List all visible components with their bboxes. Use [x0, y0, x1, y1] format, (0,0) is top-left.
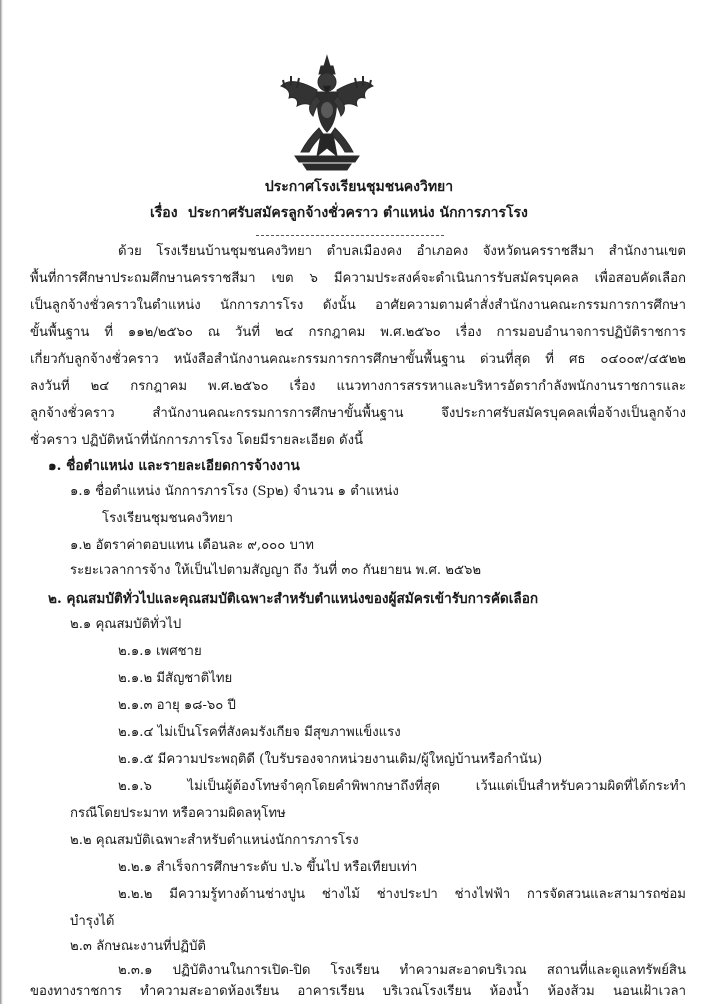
general-item: ๒.๑.๖ ไม่เป็นผู้ต้องโทษจำคุกโดยคำพิพากษาถึงที่สุด เว้นแต่เป็นสำหรับความผิดที่ได้กระทำ: [118, 779, 686, 794]
intro-line: เกี่ยวกับลูกจ้างชั่วคราว หนังสือสำนักงานคณะกรรมการการศึกษาขั้นพื้นฐาน ด่วนที่สุด ที่ ศธ ๐๔๐๐๙/๔๕๒๒: [30, 352, 686, 367]
general-item: ๒.๑.๔ ไม่เป็นโรคที่สังคมรังเกียจ มีสุขภาพแข็งแรง: [118, 725, 401, 740]
general-item: ๒.๑.๑ เพศชาย: [118, 644, 202, 659]
section-2-heading: ๒. คุณสมบัติทั่วไปและคุณสมบัติเฉพาะสำหรับตำแหน่งของผู้สมัครเข้ารับการคัดเลือก: [48, 591, 539, 607]
item-1-1: ๑.๑ ชื่อตำแหน่ง นักการภารโรง (Sp๒) จำนวน ๑ ตำแหน่ง: [70, 484, 399, 499]
intro-line: พื้นที่การศึกษาประถมศึกษานครราชสีมา เขต ๖ มีความประสงค์จะดำเนินการรับสมัครบุคคล เพื่อสอบคัดเลือก: [30, 271, 686, 286]
specific-qualifications-heading: ๒.๒ คุณสมบัติเฉพาะสำหรับตำแหน่งนักการภารโรง: [70, 833, 359, 848]
garuda-emblem-icon: [277, 52, 377, 174]
general-item: ๒.๑.๓ อายุ ๑๘-๖๐ ปี: [118, 698, 236, 713]
work-item-continuation: ของทางราชการ ทำความสะอาดห้องเรียน อาคารเรียน บริเวณโรงเรียน ห้องน้ำ ห้องส้วม นอนเฝ้าเวลา: [30, 984, 686, 999]
intro-line: ขั้นพื้นฐาน ที่ ๑๑๒/๒๕๖๐ ณ วันที่ ๒๔ กรกฎาคม พ.ศ.๒๕๖๐ เรื่อง การมอบอำนาจการปฏิบัติราชการ: [30, 325, 686, 340]
item-1-2: ๑.๒ อัตราค่าตอบแทน เดือนละ ๙,๐๐๐ บาท: [70, 538, 314, 553]
work-description-heading: ๒.๓ ลักษณะงานที่ปฏิบัติ: [70, 939, 206, 954]
specific-item: ๒.๒.๒ มีความรู้ทางด้านช่างปูน ช่างไม้ ช่างประปา ช่างไฟฟ้า การจัดสวนและสามารถซ่อม: [118, 887, 686, 902]
intro-line: ลูกจ้างชั่วคราว สำนักงานคณะกรรมการการศึกษาขั้นพื้นฐาน จึงประกาศรับสมัครบุคคลเพื่อจ้างเป็นลูกจ้าง: [30, 406, 686, 421]
employment-period: ระยะเวลาการจ้าง ให้เป็นไปตามสัญญา ถึง วันที่ ๓๐ กันยายน พ.ศ. ๒๕๖๒: [70, 563, 482, 578]
section-1-heading: ๑. ชื่อตำแหน่ง และรายละเอียดการจ้างงาน: [48, 458, 300, 474]
specific-item-continuation: บำรุงได้: [70, 914, 115, 929]
general-item: ๒.๑.๕ มีความประพฤติดี (ใบรับรองจากหน่วยงานเดิม/ผู้ใหญ่บ้านหรือกำนัน): [118, 752, 543, 767]
work-item: ๒.๓.๑ ปฏิบัติงานในการเปิด-ปิด โรงเรียน ทำความสะอาดบริเวณ สถานที่และดูแลทรัพย์สิน: [118, 963, 686, 978]
general-qualifications-heading: ๒.๑ คุณสมบัติทั่วไป: [70, 617, 182, 632]
general-item-continuation: กรณีโดยประมาท หรือความผิดลหุโทษ: [70, 806, 286, 821]
intro-line: เป็นลูกจ้างชั่วคราวในตำแหน่ง นักการภารโรง ดังนั้น อาศัยความตามคำสั่งสำนักงานคณะกรรมการการศึกษา: [30, 298, 686, 313]
intro-line: ด้วย โรงเรียนบ้านชุมชนคงวิทยา ตำบลเมืองคง อำเภอคง จังหวัดนครราชสีมา สำนักงานเขต: [118, 244, 686, 259]
title-divider: [256, 235, 444, 236]
subject-label: เรื่อง: [150, 205, 178, 221]
specific-item: ๒.๒.๑ สำเร็จการศึกษาระดับ ป.๖ ขึ้นไป หรือเทียบเท่า: [118, 860, 418, 875]
announcement-title: ประกาศโรงเรียนชุมชนคงวิทยา: [264, 179, 454, 195]
intro-line: ลงวันที่ ๒๔ กรกฎาคม พ.ศ.๒๕๖๐ เรื่อง แนวทางการสรรหาและบริหารอัตรากำลังพนักงานราชการและ: [30, 379, 686, 394]
intro-line: ชั่วคราว ปฏิบัติหน้าที่นักการภารโรง โดยมีรายละเอียด ดังนี้: [30, 433, 364, 448]
general-item: ๒.๑.๒ มีสัญชาติไทย: [118, 671, 233, 686]
subject-text: ประกาศรับสมัครลูกจ้างชั่วคราว ตำแหน่ง นักการภารโรง: [188, 205, 528, 221]
page-edge-shadow: [0, 0, 3, 1004]
school-name: โรงเรียนชุมชนคงวิทยา: [102, 511, 234, 526]
